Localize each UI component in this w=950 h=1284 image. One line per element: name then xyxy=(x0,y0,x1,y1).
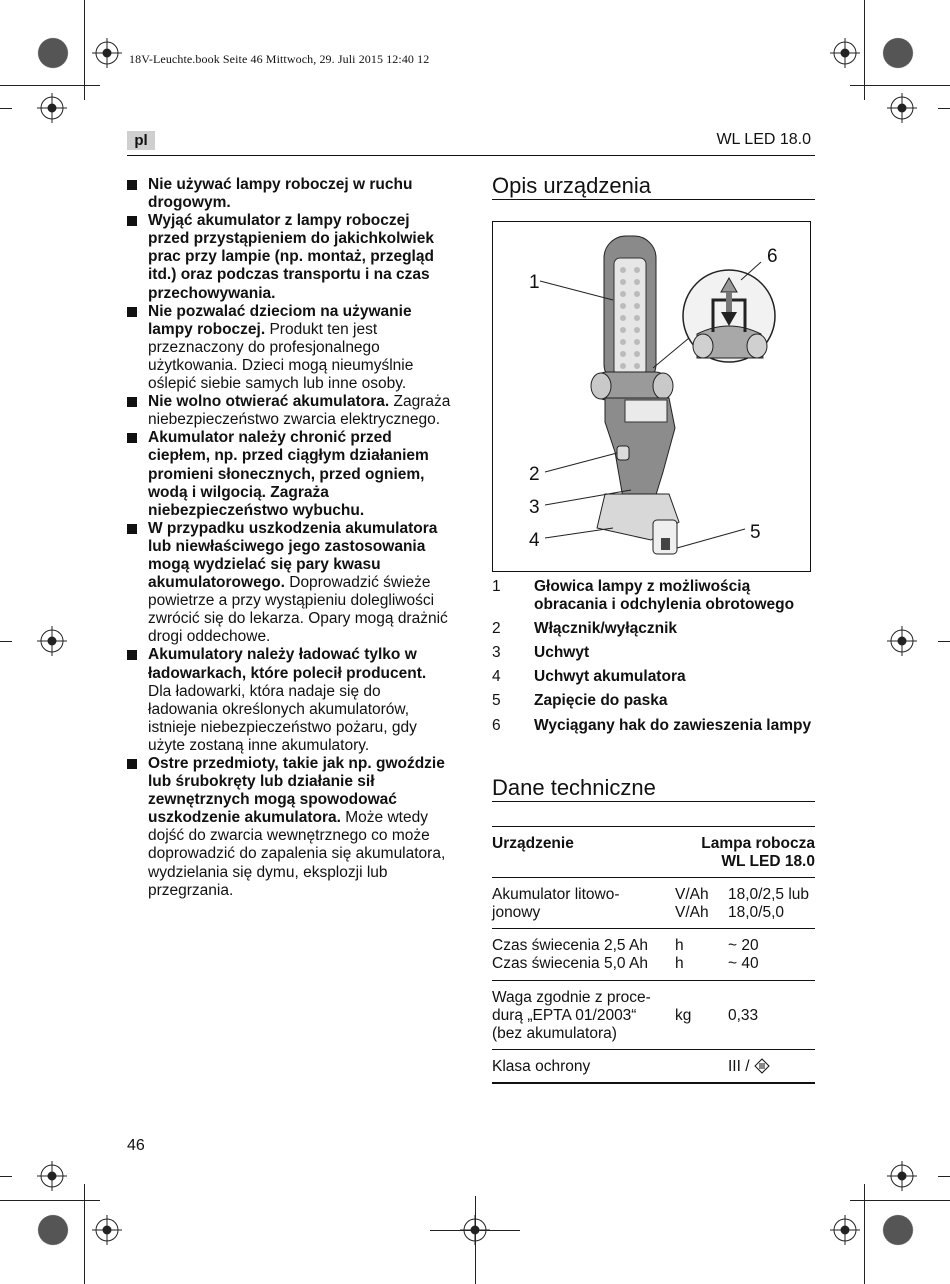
starburst-mark-icon xyxy=(38,38,68,68)
header-value-cell: Lampa robocza WL LED 18.0 xyxy=(701,835,815,871)
component-legend xyxy=(492,578,817,741)
header-label-cell: Urządzenie xyxy=(492,835,574,852)
battery-label-cell: Akumulator litowo- jonowy xyxy=(492,886,620,922)
registration-target-icon xyxy=(460,1215,490,1245)
table-row xyxy=(492,1049,815,1084)
callout-2: 2 xyxy=(529,464,540,485)
safety-item: Wyjąć akumulator z lampy roboczej przed przystąpieniem do jakichkolwiek prac przy lampie (np. montaż, przegląd itd.) oraz podczas transportu i na czas przechowywania. xyxy=(127,212,452,302)
print-info: 18V-Leuchte.book Seite 46 Mittwoch, 29. Juli 2015 12:40 12 xyxy=(129,52,430,66)
table-row xyxy=(492,980,815,1049)
callout-4: 4 xyxy=(529,530,540,551)
time-unit-cell: h h xyxy=(675,937,684,973)
starburst-mark-icon xyxy=(883,38,913,68)
starburst-mark-icon xyxy=(38,1215,68,1245)
language-tab: pl xyxy=(127,131,155,150)
safety-item: Nie pozwalać dzieciom na używanie lampy roboczej. Produkt ten jest przeznaczony do profesjonalnego użytkowania. Dzieci mogą nieumyślnie oślepić siebie samych lub inne osoby. xyxy=(127,303,452,393)
safety-item: Nie wolno otwierać akumulatora. Zagraża niebezpieczeństwo zwarcia elektrycznego. xyxy=(127,393,452,429)
work-lamp-drawing xyxy=(493,222,810,571)
callout-6: 6 xyxy=(767,246,778,267)
table-row xyxy=(492,928,815,979)
registration-target-icon xyxy=(887,626,917,656)
safety-item: Nie używać lampy roboczej w ruchu drogowym. xyxy=(127,176,452,212)
tech-data-table xyxy=(492,826,815,1084)
page-number: 46 xyxy=(127,1137,145,1154)
battery-value-cell: 18,0/2,5 lub 18,0/5,0 xyxy=(728,886,810,922)
weight-unit-cell: kg xyxy=(675,1006,692,1024)
time-value-cell: ~ 20 ~ 40 xyxy=(728,937,759,973)
registration-target-icon xyxy=(830,1215,860,1245)
legend-item: 6 Wyciągany hak do zawieszenia lampy xyxy=(492,716,812,734)
safety-warnings xyxy=(127,176,452,900)
registration-target-icon xyxy=(37,626,67,656)
class-label-cell: Klasa ochrony xyxy=(492,1057,591,1075)
legend-item: 5 Zapięcie do paska xyxy=(492,692,668,710)
registration-target-icon xyxy=(92,1215,122,1245)
registration-target-icon xyxy=(37,93,67,123)
weight-value-cell: 0,33 xyxy=(728,1006,759,1024)
class-value-cell: III / xyxy=(728,1058,815,1076)
weight-label-cell: Waga zgodnie z proce- durą „EPTA 01/2003“ (bez akumulatora) xyxy=(492,988,651,1042)
callout-3: 3 xyxy=(529,497,540,518)
battery-unit-cell: V/Ah V/Ah xyxy=(675,886,709,922)
callout-5: 5 xyxy=(750,522,761,543)
safety-item: Akumulator należy chronić przed ciepłem, np. przed ciągłym działaniem promieni słonecznych, przed ogniem, wodą i wilgocią. Zagraża niebezpieczeństwo wybuchu. xyxy=(127,429,452,519)
description-rule xyxy=(492,199,815,200)
table-row xyxy=(492,877,815,928)
legend-item: 1 Głowica lampy z możliwością obracania i odchylenia obrotowego xyxy=(492,578,795,614)
starburst-mark-icon xyxy=(883,1215,913,1245)
safety-item: W przypadku uszkodzenia akumulatora lub niewłaściwego jego zastosowania mogą wydzielać się pary kwasu akumulatorowego. Doprowadzić świeże powietrze a przy wystąpieniu dolegliwości zwrócić się do lekarza. Opary mogą drażnić drogi oddechowe. xyxy=(127,520,452,647)
legend-item: 2 Włącznik/wyłącznik xyxy=(492,620,677,638)
safety-item: Ostre przedmioty, takie jak np. gwoździe lub śrubokręty lub działanie sił zewnętrznych mogą spowodować uszkodzenie akumulatora. Może wtedy dojść do zwarcia wewnętrznego co może doprowadzić do zapalenia się akumulatora, wydzielania się dymu, eksplozji lub przegrzania. xyxy=(127,755,452,900)
time-label-cell: Czas świecenia 2,5 Ah Czas świecenia 5,0 Ah xyxy=(492,937,648,973)
legend-item: 3 Uchwyt xyxy=(492,644,590,662)
device-illustration xyxy=(492,221,811,572)
registration-target-icon xyxy=(830,38,860,68)
registration-target-icon xyxy=(37,1161,67,1191)
table-row xyxy=(492,826,815,877)
registration-target-icon xyxy=(887,1161,917,1191)
model-header: WL LED 18.0 xyxy=(716,131,811,148)
header-rule xyxy=(127,155,815,156)
protection-class-iii-icon xyxy=(754,1058,770,1074)
tech-title: Dane techniczne xyxy=(492,775,656,800)
registration-target-icon xyxy=(887,93,917,123)
safety-item: Akumulatory należy ładować tylko w ładowarkach, które polecił producent. Dla ładowarki, która nadaje się do ładowania określonych akumulatorów, istnieje niebezpieczeństwo pożaru, gdy użyte zostaną inne akumulatory. xyxy=(127,646,452,755)
tech-rule xyxy=(492,801,815,802)
callout-1: 1 xyxy=(529,272,540,293)
registration-target-icon xyxy=(92,38,122,68)
description-title: Opis urządzenia xyxy=(492,173,651,198)
legend-item: 4 Uchwyt akumulatora xyxy=(492,668,686,686)
